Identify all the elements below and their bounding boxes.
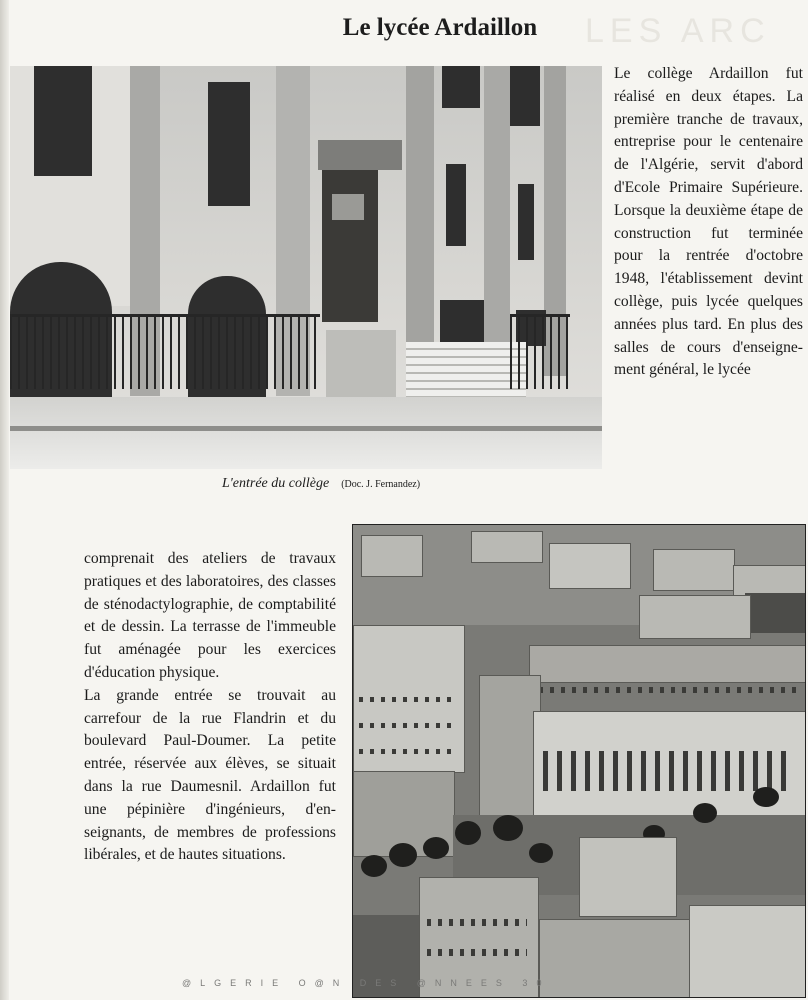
text-paragraph: comprenait des ateliers de travaux pratiques et des laboratoires, des classes de sténodactylographie, de comptabilité et de dessin. La terrasse de l'immeuble fut aménagée pour les exercices d'éducation physique. — [84, 550, 336, 681]
text-column-left — [84, 548, 336, 867]
page-gutter — [0, 0, 9, 1000]
text-paragraph: La grande entrée se trouvait au carrefour de la rue Flandrin et du boulevard Paul-Doumer. La petite entrée, réservée aux élèves, se situait dans la rue Daumesnil. Ardaillon fut une pépinière d'ingénieurs, d'enseignants, de membres de professions libérales, et de hautes situations. — [84, 686, 336, 864]
footer-watermark: @LGERIE O@N DES @NNEES 30 — [182, 978, 551, 988]
page-title: Le lycée Ardaillon — [342, 14, 538, 41]
caption-text: L'entrée du collège — [222, 476, 330, 491]
aerial-photo — [352, 524, 806, 998]
caption-credit: (Doc. J. Fernandez) — [341, 479, 421, 490]
text-column-right — [614, 63, 803, 382]
ghost-heading: LES ARC — [585, 12, 771, 50]
text-paragraph: Le collège Ardaillon fut réalisé en deux étapes. La première tranche de travaux, entreprise pour le centenaire de l'Algérie, servit d'abord d'Ecole Primaire Supérieure. Lorsque la deuxième étape de construction fut terminée pour la rentrée d'octobre 1948, l'établissement devint collège, puis lycée quelques années plus tard. En plus des salles de cours d'enseignement général, le lycée — [614, 65, 803, 379]
entrance-photo — [10, 66, 602, 469]
photo-caption — [222, 476, 420, 492]
iron-fence — [10, 314, 320, 389]
